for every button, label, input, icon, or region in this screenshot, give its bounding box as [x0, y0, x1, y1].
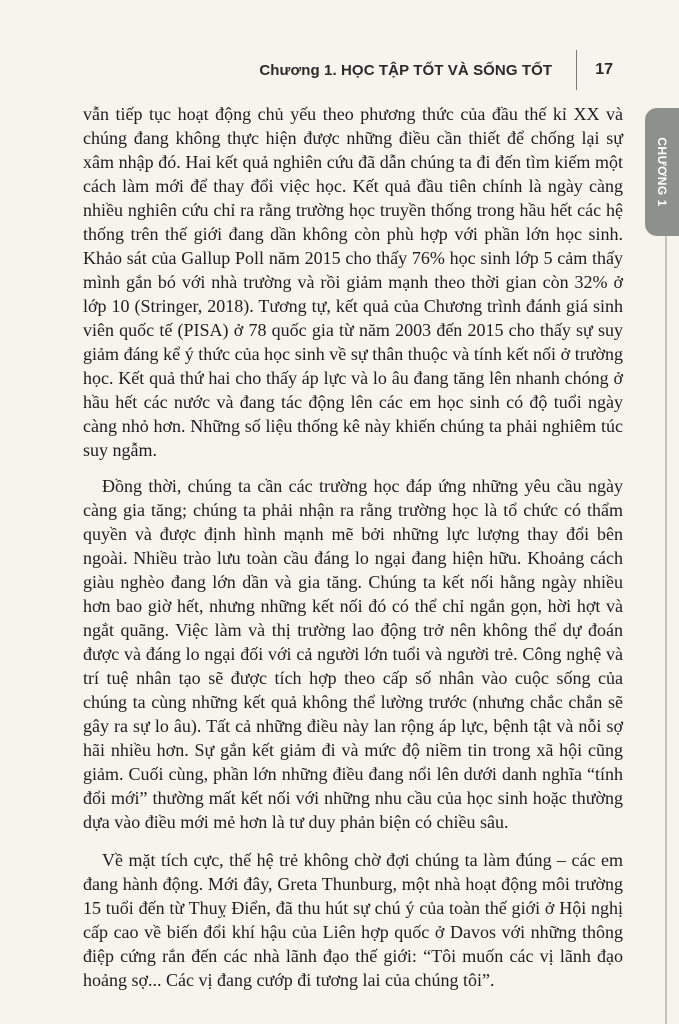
page-edge-line — [665, 236, 667, 1024]
chapter-title: Chương 1. HỌC TẬP TỐT VÀ SỐNG TỐT — [259, 61, 553, 79]
paragraph: Đồng thời, chúng ta cần các trường học đáp ứng những yêu cầu ngày càng gia tăng; chúng ta phải nhận ra rằng trường học là tổ chức có thẩm quyền và được định hình mạnh mẽ bởi những lực lượng thay đổi bên ngoài. Nhiều trào lưu toàn cầu đáng lo ngại đang hiện hữu. Khoảng cách giàu nghèo đang lớn dần và gia tăng. Chúng ta kết nối hằng ngày nhiều hơn bao giờ hết, nhưng những kết nối đó có thể chỉ ngắn gọn, hời hợt và ngắt quãng. Việc làm và thị trường lao động trở nên không thể dự đoán được và đáng lo ngại đối với cả người lớn tuổi và người trẻ. Công nghệ và trí tuệ nhân tạo sẽ được tích hợp theo cấp số nhân vào cuộc sống của chúng ta cùng những kết quả không thể lường trước (nhưng chắc chắn sẽ gây ra sự lo âu). Tất cả những điều này lan rộng áp lực, bệnh tật và nỗi sợ hãi nhiều hơn. Sự gắn kết giảm đi và mức độ niềm tin trong xã hội cũng giảm. Cuối cùng, phần lớn những điều đang nổi lên dưới danh nghĩa “tính đổi mới” thường mất kết nối với những nhu cầu của học sinh hoặc thường dựa vào điều mới mẻ hơn là tư duy phản biện có chiều sâu. — [83, 476, 623, 832]
chapter-thumb-tab — [645, 108, 679, 236]
running-header — [259, 50, 613, 90]
body-text — [83, 102, 623, 992]
paragraph: Về mặt tích cực, thế hệ trẻ không chờ đợi chúng ta làm đúng – các em đang hành động. Mới đây, Greta Thunburg, một nhà hoạt động môi trường 15 tuổi đến từ Thuỵ Điển, đã thu hút sự chú ý của toàn thế giới ở Hội nghị cấp cao về biến đổi khí hậu của Liên hợp quốc ở Davos với những thông điệp cứng rắn đến các nhà lãnh đạo thế giới: “Tôi muốn các vị lãnh đạo hoảng sợ... Các vị đang cướp đi tương lai của chúng tôi”. — [83, 850, 623, 990]
paragraph: vẫn tiếp tục hoạt động chủ yếu theo phương thức của đầu thế kỉ XX và chúng đang không thực hiện được những điều cần thiết để chống lại sự xâm nhập đó. Hai kết quả nghiên cứu đã dẫn chúng ta đi đến tìm kiếm một cách làm mới để thay đổi việc học. Kết quả đầu tiên chính là ngày càng nhiều nghiên cứu chỉ ra rằng trường học truyền thống trong hầu hết các hệ thống trên thế giới đang dần không còn phù hợp với phần lớn học sinh. Khảo sát của Gallup Poll năm 2015 cho thấy 76% học sinh lớp 5 cảm thấy mình gắn bó với nhà trường và rồi giảm mạnh theo thời gian còn 32% ở lớp 10 (Stringer, 2018). Tương tự, kết quả của Chương trình đánh giá sinh viên quốc tế (PISA) ở 78 quốc gia từ năm 2003 đến 2015 cho thấy sự suy giảm đáng kể ý thức của học sinh về sự thân thuộc và tính kết nối ở trường học. Kết quả thứ hai cho thấy áp lực và lo âu đang tăng lên nhanh chóng ở hầu hết các nước và đang tác động lên các em học sinh có độ tuổi ngày càng nhỏ hơn. Những số liệu thống kê này khiến chúng ta phải nghiêm túc suy ngẫm. — [83, 104, 623, 460]
page-number: 17 — [595, 61, 613, 78]
header-divider — [576, 50, 577, 90]
chapter-tab-label: CHƯƠNG 1 — [655, 137, 669, 207]
